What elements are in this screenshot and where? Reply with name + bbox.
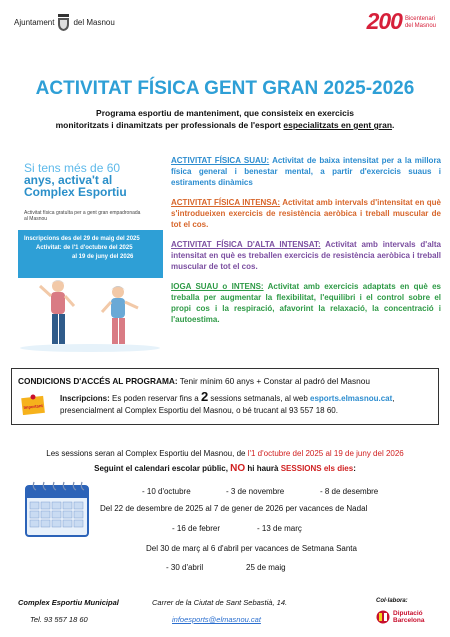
org-name-left: Ajuntament: [14, 18, 55, 27]
important-note-label: Important: [23, 402, 44, 410]
activities-list: [171, 155, 441, 325]
diputacio-logo[interactable]: [376, 610, 424, 624]
bicentenari-line1: Bicentenari: [404, 16, 435, 22]
promo-poster: [18, 152, 163, 352]
holiday-1: - 10 d'octubre: [142, 487, 191, 496]
activity-ioga-text: Activitat amb exercicis adaptats en què es treballa per augmentar la flexibilitat, l'equilibri i el control sobre el propi cos i la respiració, afavorint la relaxació, la concentració i l'autoestima.: [171, 282, 441, 324]
calendar-icon: [22, 478, 92, 540]
activity-ioga-name: IOGA SUAU o INTENS:: [171, 282, 264, 291]
diputacio-emblem-icon: [376, 610, 390, 624]
activity-ioga: [171, 281, 441, 325]
registration-text-b: sessions setmanals, al web: [208, 394, 311, 403]
poster-small-text: Activitat física gratuïta per a gent gran empadronada al Masnou: [24, 210, 141, 222]
holiday-2: - 3 de novembre: [226, 487, 285, 496]
activity-suau: [171, 155, 441, 188]
sessions-line1a: Les sessions seran al Complex Esportiu del Masnou, de: [46, 449, 248, 458]
page-title: ACTIVITAT FÍSICA GENT GRAN 2025-2026: [35, 78, 415, 99]
intro-line2c: .: [392, 120, 395, 130]
holiday-setmana-santa: Del 30 de març al 6 d'abril per vacances de Setmana Santa: [146, 544, 357, 553]
sessions-line2c: :: [353, 464, 356, 473]
bicentenari-text: [405, 16, 436, 30]
poster-line1: Si tens més de 60: [24, 161, 121, 175]
website-link[interactable]: esports.elmasnou.cat: [310, 394, 393, 403]
sessions-period: l'1 d'octubre del 2025 al 19 de juny del 2026: [247, 449, 404, 458]
exercising-people-illustration: [18, 278, 163, 352]
intro-line2b: especialitzats en gent gran: [283, 120, 393, 130]
intro-text: [40, 107, 410, 131]
activity-intensa: [171, 197, 441, 230]
activity-alta-intensitat: [171, 239, 441, 272]
intro-line2: [40, 119, 410, 131]
registration-label: Inscripcions:: [60, 394, 110, 403]
diputacio-line2: Barcelona: [393, 617, 425, 624]
access-conditions-box: [11, 368, 439, 425]
registration-info: [60, 391, 435, 417]
collab-label: Col·labora:: [376, 598, 408, 604]
sessions-line2ses: SESSIONS els dies: [280, 464, 354, 473]
activity-alta-name: ACTIVITAT FÍSICA D'ALTA INTENSAT:: [171, 240, 321, 249]
ajuntament-logo[interactable]: [14, 14, 115, 31]
diputacio-line1: Diputació: [393, 610, 423, 617]
footer-address: Carrer de la Ciutat de Sant Sebastià, 14.: [152, 598, 288, 607]
activity-intensa-name: ACTIVITAT FÍSICA INTENSA:: [171, 198, 281, 207]
sessions-line2a: Seguint el calendari escolar públic,: [94, 464, 231, 473]
holiday-nadal: Del 22 de desembre de 2025 al 7 de gener de 2026 per vacances de Nadal: [100, 504, 368, 513]
access-label: CONDICIONS D'ACCÉS AL PROGRAMA:: [18, 376, 178, 386]
access-conditions: [18, 376, 370, 386]
bicentenari-number: 200: [366, 8, 402, 34]
activity-suau-text: Activitat de baixa intensitat per a la millora física general i benestar mental, a partir d'exercicis suaus i estiraments dinàmics: [171, 156, 442, 187]
important-note-icon: [21, 393, 45, 415]
activity-alta-text: Activitat amb intervals d'alta intensitat en què es treballen exercicis de resistència aeròbica i treball muscular de tot el cos.: [171, 240, 441, 271]
registration-text-a: Es poden reservar fins a: [109, 394, 201, 403]
poster-band-line3: al 19 de juny del 2026: [72, 254, 134, 260]
registration-line2: presencialment al Complex Esportiu del Masnou, o bé trucant al 93 557 18 60.: [60, 406, 338, 415]
header: [0, 0, 450, 50]
bicentenari-line2: del Masnou: [404, 23, 436, 29]
footer-venue: Complex Esportiu Municipal: [18, 598, 119, 607]
footer-email[interactable]: infoesports@elmasnou.cat: [172, 615, 261, 624]
intro-line1: Programa esportiu de manteniment, que consisteix en exercicis: [96, 108, 354, 118]
footer-phone[interactable]: Tel. 93 557 18 60: [30, 615, 88, 624]
holiday-8: - 30 d'abril: [166, 563, 204, 572]
poster-date-band: [18, 230, 163, 278]
diputacio-text: [393, 610, 424, 624]
sessions-no-days: [0, 463, 450, 474]
registration-sessions-number: 2: [200, 389, 209, 404]
coat-of-arms-icon: [57, 14, 70, 31]
org-name-right: del Masnou: [73, 18, 115, 27]
poster-line2: anys, activa't al: [24, 173, 113, 187]
poster-line3: Complex Esportiu: [24, 185, 127, 199]
poster-band-line2: Activitat: de l'1 d'octubre del 2025: [36, 245, 133, 251]
sessions-dates: [0, 449, 450, 458]
access-text: Tenir mínim 60 anys + Constar al padró del Masnou: [177, 376, 371, 386]
registration-text-c: ,: [392, 394, 395, 403]
holiday-3: - 8 de desembre: [320, 487, 379, 496]
sessions-line2b: hi haurà: [245, 464, 281, 473]
activity-intensa-text: Activitat amb intervals d'intensitat en què s'introdueixen exercicis de resistència aeròbica i treball muscular de tot el cos.: [171, 198, 441, 229]
holiday-9: 25 de maig: [246, 563, 286, 572]
activity-suau-name: ACTIVITAT FÍSICA SUAU:: [171, 156, 270, 165]
bicentenari-logo[interactable]: [367, 10, 436, 32]
poster-band-line1: Inscripcions des del 29 de maig del 2025: [24, 236, 140, 242]
holiday-6: - 13 de març: [257, 524, 302, 533]
sessions-no: NO: [230, 463, 246, 474]
intro-line2a: monitoritzats i dinamitzats per professionals de l'esport: [55, 120, 284, 130]
holiday-5: - 16 de febrer: [172, 524, 221, 533]
poster-heading: [24, 162, 164, 186]
